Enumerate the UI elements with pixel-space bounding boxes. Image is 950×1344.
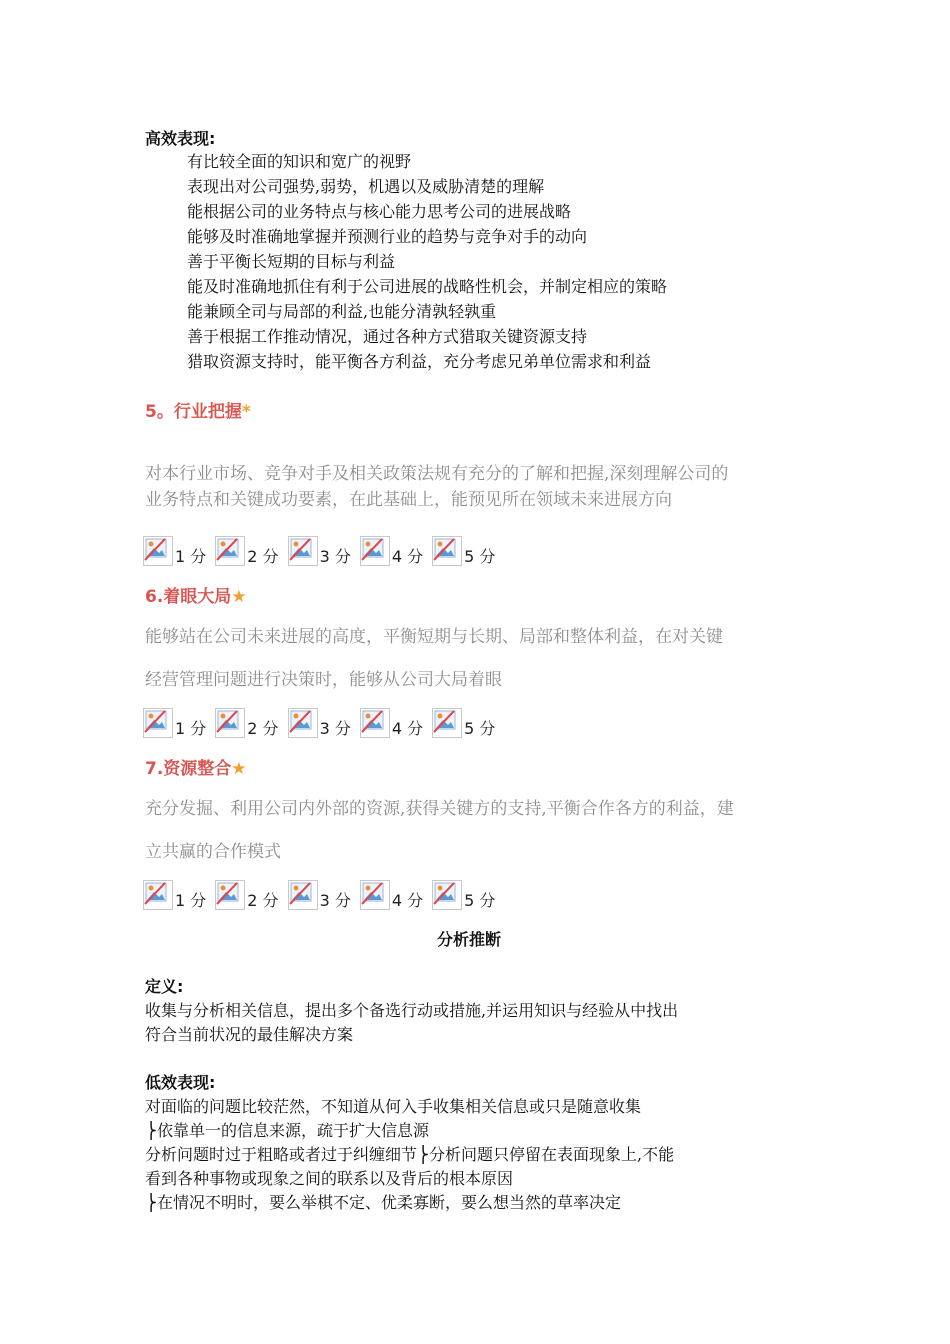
high-perf-item: 能根据公司的业务特点与核心能力思考公司的进展战略 [187, 202, 572, 221]
section-6-desc: 能够站在公司未来进展的高度，平衡短期与长期、局部和整体利益，在对关键 [145, 627, 723, 647]
low-perf-item: 对面临的问题比较茫然，不知道从何入手收集相关信息或只是随意收集 [145, 1097, 642, 1116]
low-perf-text: 分析问题只停留在表面现象上,不能 [429, 1145, 675, 1164]
star-icon: ★ [231, 587, 247, 607]
section-5-desc: 对本行业市场、竞争对手及相关政策法规有充分的了解和把握,深刻理解公司的 [145, 464, 729, 484]
bullet-icon: ⎬ [145, 1121, 157, 1140]
rating-option-label: 1 分 [175, 547, 207, 566]
high-perf-item: 善于根据工作推动情况，通过各种方式猎取关键资源支持 [187, 327, 588, 346]
rating-group-6 [143, 702, 504, 738]
rating-option[interactable] [215, 708, 278, 738]
rating-option-label: 1 分 [175, 891, 207, 910]
broken-image-icon [432, 536, 462, 566]
low-perf-item [145, 1119, 429, 1143]
star-icon: ★ [231, 759, 247, 779]
rating-option[interactable] [143, 880, 206, 910]
high-perf-item: 能兼顾全司与局部的利益,也能分清孰轻孰重 [187, 302, 497, 321]
rating-option-label: 3 分 [319, 891, 351, 910]
broken-image-icon [143, 536, 173, 566]
bullet-icon: ⎬ [417, 1145, 430, 1164]
broken-image-icon [143, 880, 173, 910]
broken-image-icon [215, 536, 245, 566]
broken-image-icon [288, 536, 318, 566]
rating-option-label: 4 分 [391, 719, 424, 738]
broken-image-icon [360, 536, 390, 566]
rating-option[interactable] [215, 880, 278, 910]
rating-option-label: 2 分 [247, 547, 279, 566]
section-7-title [145, 754, 247, 779]
high-perf-item: 能及时准确地抓住有利于公司进展的战略性机会，并制定相应的策略 [187, 277, 668, 296]
rating-option[interactable] [288, 536, 351, 566]
high-perf-item: 有比较全面的知识和宽广的视野 [187, 152, 412, 171]
rating-option[interactable] [143, 708, 206, 738]
rating-option-label: 3 分 [319, 547, 351, 566]
high-perf-heading: 高效表现: [145, 129, 216, 148]
section-5-desc: 业务特点和关键成功要素，在此基础上，能预见所在领域未来进展方向 [145, 490, 672, 510]
rating-option[interactable] [288, 880, 351, 910]
broken-image-icon [288, 880, 318, 910]
rating-option[interactable] [432, 536, 495, 566]
broken-image-icon [288, 708, 318, 738]
broken-image-icon [432, 708, 462, 738]
low-perf-text: 依靠单一的信息来源，疏于扩大信息源 [157, 1121, 430, 1140]
low-perf-item: 看到各种事物或现象之间的联系以及背后的根本原因 [145, 1169, 514, 1188]
rating-option-label: 4 分 [391, 547, 424, 566]
rating-group-5 [143, 530, 504, 566]
broken-image-icon [143, 708, 173, 738]
section-6-title [145, 582, 247, 607]
low-perf-text: 在情况不明时，要么举棋不定、优柔寡断，要么想当然的草率决定 [157, 1193, 622, 1212]
rating-option[interactable] [432, 708, 495, 738]
high-perf-item: 善于平衡长短期的目标与利益 [187, 252, 396, 271]
rating-option-label: 5 分 [464, 891, 496, 910]
broken-image-icon [215, 880, 245, 910]
definition-text: 符合当前状况的最佳解决方案 [145, 1025, 354, 1044]
rating-option-label: 4 分 [391, 891, 424, 910]
rating-option-label: 5 分 [464, 547, 496, 566]
broken-image-icon [432, 880, 462, 910]
rating-option-label: 2 分 [247, 891, 279, 910]
required-star: * [241, 402, 251, 422]
section-6-title-text: 6.着眼大局 [145, 587, 232, 607]
low-perf-text: 分析问题时过于粗略或者过于纠缠细节 [145, 1145, 418, 1164]
section-7-desc: 立共赢的合作模式 [145, 842, 281, 862]
rating-option[interactable] [432, 880, 495, 910]
rating-group-7 [143, 874, 504, 910]
bullet-icon: ⎬ [145, 1193, 157, 1212]
rating-option[interactable] [215, 536, 278, 566]
analysis-title: 分析推断 [437, 930, 502, 949]
broken-image-icon [360, 708, 390, 738]
broken-image-icon [215, 708, 245, 738]
broken-image-icon [360, 880, 390, 910]
rating-option-label: 2 分 [247, 719, 279, 738]
low-perf-item [145, 1143, 674, 1167]
rating-option[interactable] [360, 708, 423, 738]
high-perf-item: 猎取资源支持时，能平衡各方利益，充分考虑兄弟单位需求和利益 [187, 352, 652, 371]
section-5-title-text: 5。行业把握 [145, 402, 242, 422]
section-7-desc: 充分发掘、利用公司内外部的资源,获得关键方的支持,平衡合作各方的利益，建 [145, 799, 734, 819]
rating-option-label: 3 分 [319, 719, 351, 738]
low-perf-heading: 低效表现: [145, 1073, 216, 1092]
section-5-title [145, 397, 251, 422]
low-perf-item [145, 1191, 621, 1215]
definition-heading: 定义: [145, 977, 184, 996]
section-7-title-text: 7.资源整合 [145, 759, 232, 779]
rating-option[interactable] [360, 880, 423, 910]
rating-option-label: 5 分 [464, 719, 496, 738]
rating-option[interactable] [288, 708, 351, 738]
rating-option[interactable] [360, 536, 423, 566]
section-6-desc: 经营管理问题进行决策时，能够从公司大局着眼 [145, 670, 502, 690]
high-perf-item: 能够及时准确地掌握并预测行业的趋势与竞争对手的动向 [187, 227, 588, 246]
high-perf-item: 表现出对公司强势,弱势，机遇以及威胁清楚的理解 [187, 177, 545, 196]
rating-option-label: 1 分 [175, 719, 207, 738]
rating-option[interactable] [143, 536, 206, 566]
definition-text: 收集与分析相关信息，提出多个备选行动或措施,并运用知识与经验从中找出 [145, 1001, 679, 1020]
